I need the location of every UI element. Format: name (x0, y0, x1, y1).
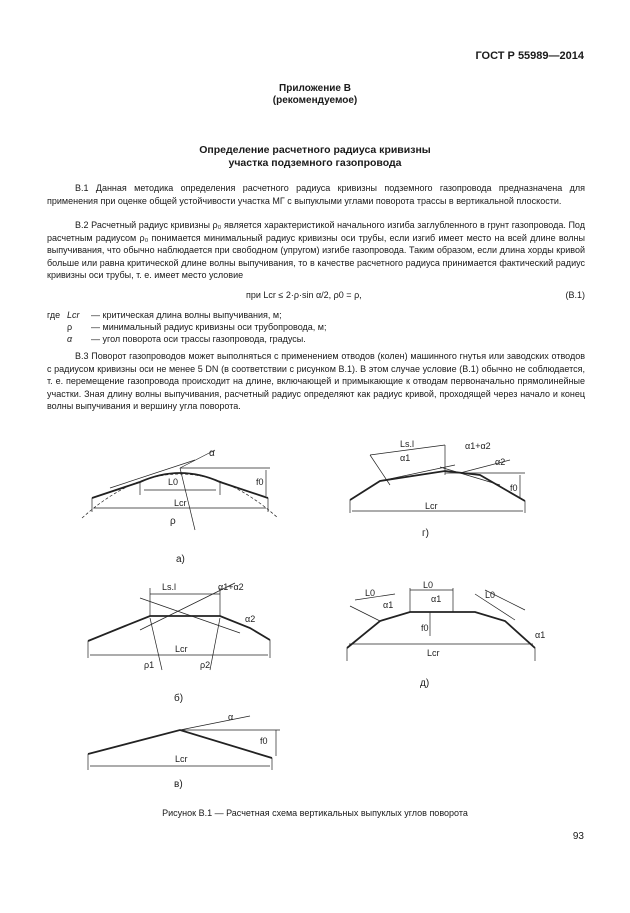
section-title-line1: Определение расчетного радиуса кривизны (199, 144, 431, 156)
label-a2: α2 (495, 457, 506, 467)
paragraph-b1: В.1 Данная методика определения расчетного радиуса кривизны подземного газопровода предназначена для применения при оценке общей устойчивости участка МГ с выпуклыми углами поворота трассы в вертикальной плоскости. (47, 183, 585, 206)
figure-caption: Рисунок В.1 — Расчетная схема вертикальных выпуклых углов поворота (162, 808, 468, 818)
figure-b-caption: б) (174, 693, 184, 704)
label-l0-left: L0 (365, 588, 376, 598)
label-a1: α1 (400, 453, 411, 463)
label-rho2: ρ2 (200, 660, 211, 670)
definition-symbol: ρ (67, 322, 73, 332)
label-lsl: Ls.l (162, 582, 177, 592)
label-a1a2: α1+α2 (218, 582, 244, 592)
formula-b1 (0, 290, 630, 304)
formula-expression: при Lcr ≤ 2·ρ·sin α/2, ρ0 = ρ, (246, 290, 362, 300)
figure-g-caption: г) (422, 528, 429, 539)
label-a1-left: α1 (383, 600, 394, 610)
figure-g-diagram (340, 435, 550, 520)
pipe-curve (350, 471, 525, 501)
label-a1a2: α1+α2 (465, 441, 491, 451)
label-l0-top: L0 (423, 580, 434, 590)
figure-a-caption: а) (176, 554, 185, 565)
label-lsl: Ls.l (400, 439, 415, 449)
definition-symbol: α (67, 334, 73, 344)
pipe-curve (347, 612, 535, 648)
label-a2: α2 (245, 614, 256, 624)
label-f0: f0 (510, 483, 518, 493)
label-alpha: α (228, 712, 234, 722)
label-lcr: Lcr (427, 648, 440, 658)
label-l0: L0 (168, 477, 179, 487)
figure-d-caption: д) (420, 678, 430, 689)
label-rho: ρ (170, 516, 176, 527)
label-lcr: Lcr (175, 754, 188, 764)
annex-title: Приложение В (279, 83, 351, 94)
annex-heading (0, 83, 630, 107)
definition-text: — угол поворота оси трассы газопровода, градусы. (91, 334, 306, 344)
paragraph-b3: В.3 Поворот газопроводов может выполняться с применением отводов (колен) машинного гнутья или заводских отводов с радиусом кривизны оси не менее 5 DN (в соответствии с рисунком В.1). В этом случае условие (В.1) обычно не соблюдается, т. е. перемещение газопровода происходит на длине, включающей и примыкающие к отводам первоначально прямолинейные участки. Зная длину волны выпучивания, расчетный радиус определяют как радиус кривой, проходящей через начало и конец волны выпучивания и вершину угла поворота. (47, 351, 585, 411)
paragraph-b2: В.2 Расчетный радиус кривизны ρ₀ является характеристикой начального изгиба заглубленного в грунт газопровода. Под расчетным радиусом ρ₀ понимается минимальный радиус кривизны оси трубы, если изгиб имеет место на всей длине волны выпучивания, что обычно наблюдается при свободном (упругом) изгибе газопровода. Таким образом, если длина хорды кривой больше или равна критической длине волны выпучивания, то в качестве расчетного радиуса принимается фактический радиус кривизны оси трубы, т. е. имеет место условие (47, 220, 585, 280)
page-number: 93 (572, 831, 584, 842)
label-lcr: Lcr (174, 498, 187, 508)
definition-row (47, 309, 585, 321)
figure-v-diagram (80, 710, 280, 775)
figure-v-caption: в) (174, 779, 183, 790)
annex-subtitle: (рекомендуемое) (272, 95, 358, 106)
label-f0: f0 (256, 477, 264, 487)
section-title (0, 144, 630, 170)
definitions-lead: где (47, 310, 61, 320)
section-title-line2: участка подземного газопровода (228, 157, 402, 169)
label-a1-top: α1 (431, 594, 442, 604)
pipe-curve (88, 616, 270, 641)
definition-row (47, 321, 585, 333)
label-lcr: Lcr (175, 644, 188, 654)
definition-text: — критическая длина волны выпучивания, м; (91, 310, 282, 320)
definitions-list (47, 309, 585, 345)
definition-text: — минимальный радиус кривизны оси трубопровода, м; (91, 322, 327, 332)
label-f0: f0 (421, 623, 429, 633)
figure-a-diagram (70, 440, 290, 550)
label-f0: f0 (260, 736, 268, 746)
standard-number: ГОСТ Р 55989—2014 (475, 50, 584, 62)
label-rho1: ρ1 (144, 660, 155, 670)
figure-b-diagram (80, 578, 280, 673)
label-l0-right: L0 (485, 590, 496, 600)
label-a1-right: α1 (535, 630, 546, 640)
label-alpha: α (209, 448, 215, 459)
definition-row (47, 333, 585, 345)
label-lcr: Lcr (425, 501, 438, 511)
figure-d-diagram (335, 576, 560, 661)
definition-symbol: Lcr (67, 310, 80, 320)
formula-number: (В.1) (565, 290, 585, 300)
